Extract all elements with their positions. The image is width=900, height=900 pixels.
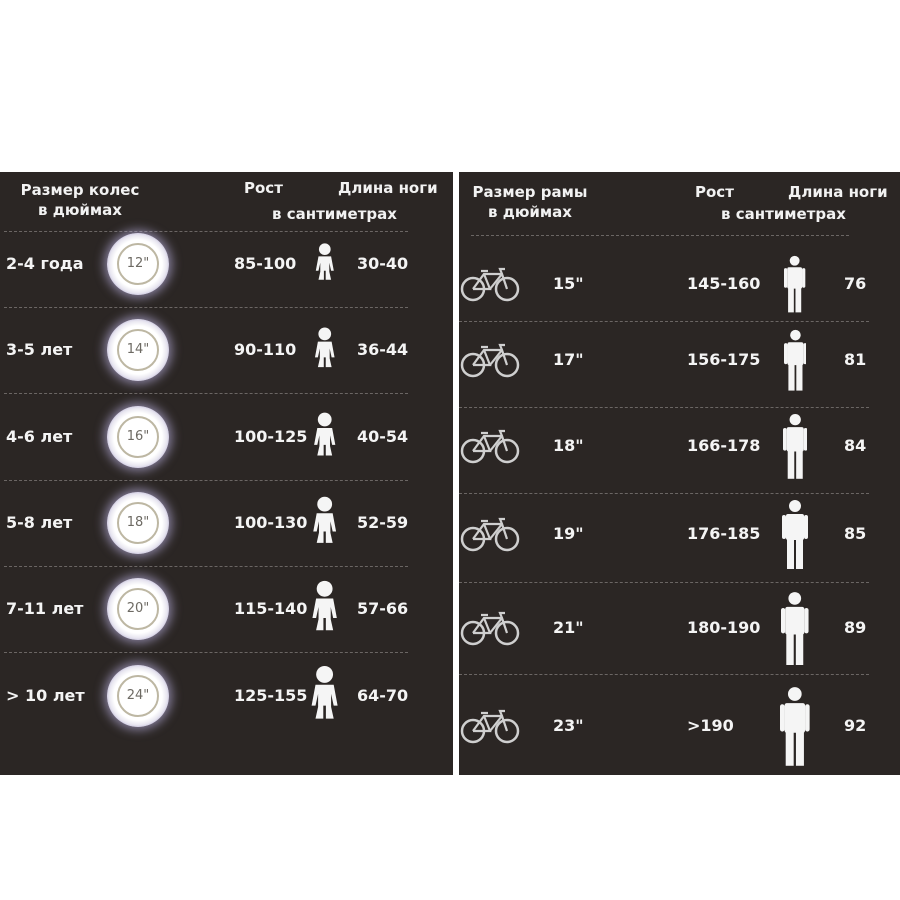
child-silhouette-icon: [310, 579, 339, 644]
row-divider: [4, 566, 408, 567]
leg-length: 76: [844, 274, 867, 293]
leg-length: 30-40: [357, 254, 409, 273]
wheel-size-value: 20": [126, 601, 150, 616]
bicycle-wheel-icon: [107, 406, 169, 468]
height-range: 100-125: [234, 427, 308, 446]
centimeters-header: в сантиметрах: [721, 205, 846, 223]
wheel-size-value: 14": [126, 342, 150, 357]
leg-length: 81: [844, 350, 867, 369]
row-divider: [459, 321, 869, 322]
age-range: 3-5 лет: [6, 340, 73, 359]
leg-length-header: Длина ноги: [788, 183, 888, 201]
bicycle-wheel-icon: [107, 233, 169, 295]
height-range: 125-155: [234, 686, 308, 705]
wheel-size-header-line1: Размер колес: [20, 181, 140, 199]
frame-size-value: 17": [553, 350, 584, 369]
bicycle-icon: [460, 610, 520, 650]
frame-size-value: 21": [553, 618, 584, 637]
height-range: 85-100: [234, 254, 297, 273]
person-silhouette-icon: [784, 255, 805, 316]
person-silhouette-icon: [783, 413, 807, 483]
frame-size-table: [459, 172, 900, 775]
frame-size-header-line1: Размер рамы: [472, 183, 588, 201]
wheel-size-header: [8, 180, 152, 220]
age-range: 7-11 лет: [6, 599, 84, 618]
leg-length: 36-44: [357, 340, 409, 359]
row-divider: [459, 582, 869, 583]
person-silhouette-icon: [780, 686, 810, 770]
wheel-size-value: 12": [126, 256, 150, 271]
row-divider: [459, 493, 869, 494]
bicycle-icon: [460, 516, 520, 556]
child-silhouette-icon: [309, 664, 340, 733]
height-range: 176-185: [687, 524, 761, 543]
leg-length-header: Длина ноги: [338, 179, 438, 197]
header-divider: [4, 231, 408, 232]
leg-length: 40-54: [357, 427, 409, 446]
age-range: 5-8 лет: [6, 513, 73, 532]
wheel-size-value: 16": [126, 429, 150, 444]
frame-size-header: [461, 182, 599, 222]
bicycle-icon: [460, 342, 520, 382]
height-range: 115-140: [234, 599, 308, 618]
frame-size-value: 19": [553, 524, 584, 543]
child-silhouette-icon: [312, 411, 337, 468]
row-divider: [4, 652, 408, 653]
child-silhouette-icon: [314, 242, 336, 291]
age-range: > 10 лет: [6, 686, 85, 705]
row-divider: [459, 407, 869, 408]
bicycle-wheel-icon: [107, 492, 169, 554]
height-range: 156-175: [687, 350, 761, 369]
person-silhouette-icon: [784, 329, 807, 395]
child-silhouette-icon: [313, 326, 337, 379]
frame-size-value: 18": [553, 436, 584, 455]
height-range: 180-190: [687, 618, 761, 637]
person-silhouette-icon: [782, 499, 808, 573]
age-range: 4-6 лет: [6, 427, 73, 446]
bicycle-icon: [460, 428, 520, 468]
frame-size-value: 15": [553, 274, 584, 293]
height-range: 90-110: [234, 340, 297, 359]
leg-length: 64-70: [357, 686, 409, 705]
leg-length: 52-59: [357, 513, 409, 532]
leg-length: 84: [844, 436, 867, 455]
frame-size-header-line2: в дюймах: [488, 203, 572, 221]
row-divider: [4, 307, 408, 308]
wheel-size-header-line2: в дюймах: [38, 201, 122, 219]
bicycle-icon: [460, 708, 520, 748]
age-range: 2-4 года: [6, 254, 84, 273]
centimeters-header: в сантиметрах: [272, 205, 397, 223]
row-divider: [459, 674, 869, 675]
height-range: 166-178: [687, 436, 761, 455]
leg-length: 92: [844, 716, 867, 735]
height-range: 100-130: [234, 513, 308, 532]
wheel-size-table: [0, 172, 453, 775]
wheel-size-value: 24": [126, 688, 150, 703]
height-range: 145-160: [687, 274, 761, 293]
height-range: >190: [687, 716, 734, 735]
bicycle-icon: [460, 266, 520, 306]
person-silhouette-icon: [781, 591, 809, 669]
height-header: Рост: [244, 179, 283, 197]
wheel-size-value: 18": [126, 515, 150, 530]
leg-length: 89: [844, 618, 867, 637]
bicycle-wheel-icon: [107, 578, 169, 640]
bicycle-wheel-icon: [107, 319, 169, 381]
leg-length: 57-66: [357, 599, 409, 618]
height-header: Рост: [695, 183, 734, 201]
leg-length: 85: [844, 524, 867, 543]
frame-size-value: 23": [553, 716, 584, 735]
bicycle-wheel-icon: [107, 665, 169, 727]
row-divider: [4, 393, 408, 394]
row-divider: [4, 480, 408, 481]
child-silhouette-icon: [311, 495, 338, 556]
header-divider: [471, 235, 849, 236]
